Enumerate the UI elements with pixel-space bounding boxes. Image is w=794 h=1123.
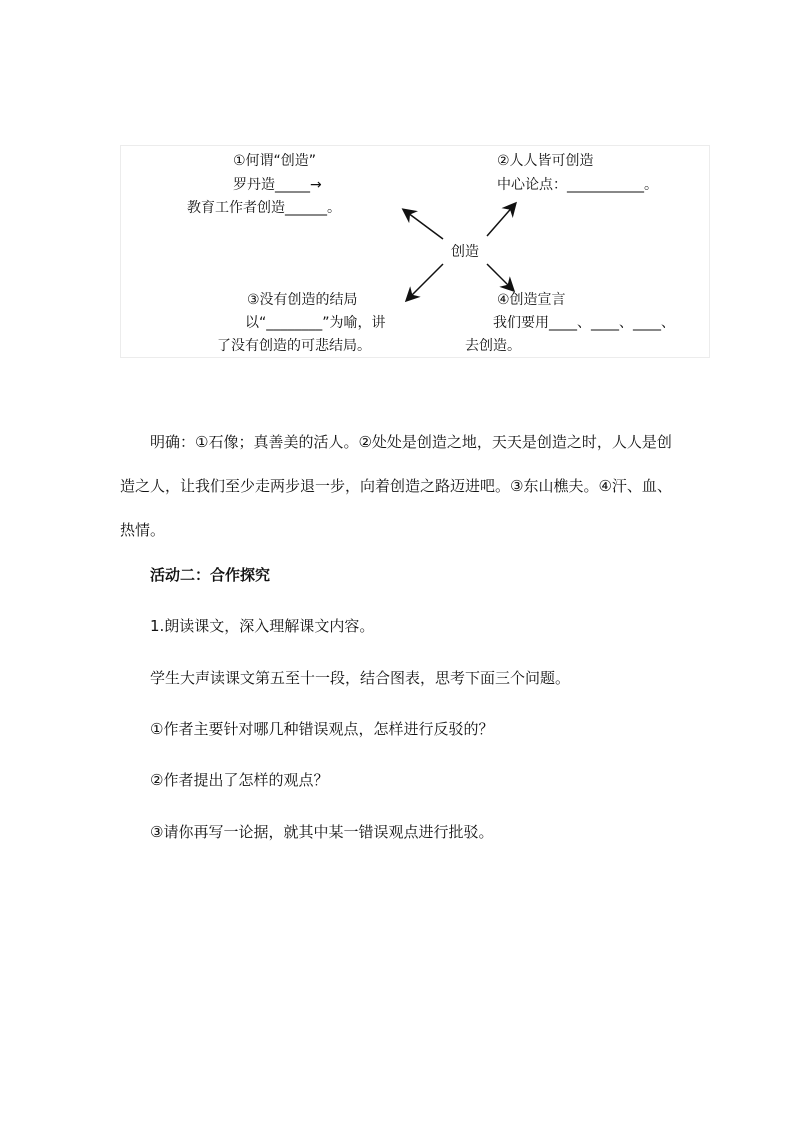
q3-line2: 了没有创造的可悲结局。: [217, 338, 371, 354]
arrow-up-left: [404, 210, 443, 239]
arrow-down-left: [407, 264, 443, 300]
q1-title: ①何谓“创造”: [233, 153, 317, 169]
item-1: 1.朗读课文，深入理解课文内容。: [150, 617, 375, 635]
q3-line1: 以“________”为喻，讲: [245, 315, 386, 331]
arrow-down-right: [487, 264, 513, 290]
activity-title: 活动二：合作探究: [150, 566, 271, 584]
q2-line1: 中心论点：___________。: [497, 177, 658, 193]
center-node: 创造: [451, 244, 479, 260]
q4-line2: 去创造。: [465, 338, 521, 354]
q2-title: ②人人皆可创造: [497, 153, 594, 169]
q1-line1: 罗丹造_____→: [233, 177, 322, 193]
q1-line2: 教育工作者创造______。: [187, 200, 341, 216]
instruction: 学生大声读课文第五至十一段，结合图表，思考下面三个问题。: [150, 669, 571, 687]
question-1: ①作者主要针对哪几种错误观点，怎样进行反驳的？: [150, 720, 494, 738]
q4-title: ④创造宣言: [497, 292, 566, 308]
arrow-up-right: [487, 204, 515, 236]
q4-line1: 我们要用____、____、____、: [493, 315, 675, 331]
q3-title: ③没有创造的结局: [247, 292, 358, 308]
question-2: ②作者提出了怎样的观点？: [150, 771, 329, 789]
answer-paragraph: 明确：①石像；真善美的活人。②处处是创造之地，天天是创造之时，人人是创造之人，让我们至少走两步退一步，向着创造之路迈进吧。③东山樵夫。④汗、血、热情。: [120, 433, 672, 539]
mind-map-diagram: [120, 145, 710, 358]
question-3: ③请你再写一论据，就其中某一错误观点进行批驳。: [150, 823, 494, 841]
